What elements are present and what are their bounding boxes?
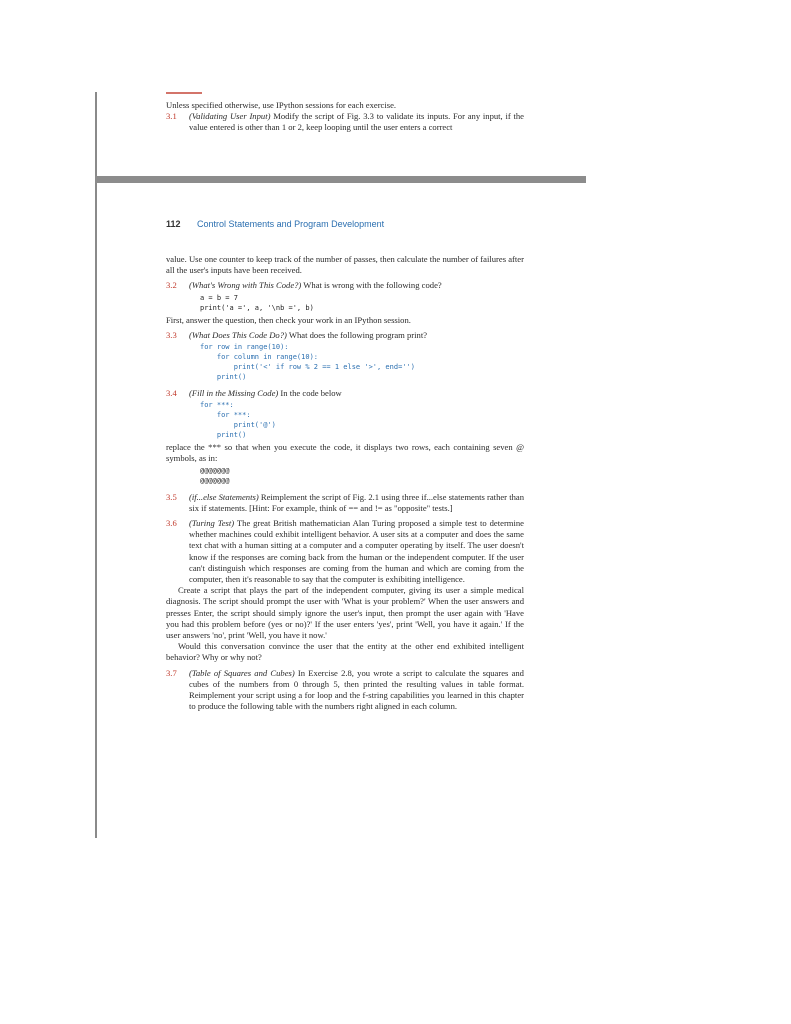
code-line: for ***:: [200, 401, 234, 410]
intro-text: Unless specified otherwise, use IPython sessions for each exercise.: [166, 100, 397, 110]
exercise-3-1: [166, 111, 524, 133]
exercise-number: 3.6: [166, 518, 177, 529]
code-block: [200, 342, 524, 382]
paragraph: Create a script that plays the part of the independent computer, giving its user a simple medical diagnosis. The script should prompt the user with 'What is your problem?' When the user answers and presses Enter, the script should simply ignore the user's input, then prompt the user again with 'Have you had this problem before (yes or no)?' If the user enters 'yes', print 'Well, you have it again.' If the user answers 'no', print 'Well, you have it now.': [166, 585, 524, 641]
code-block: [200, 293, 524, 313]
exercise-3-4: [166, 388, 524, 399]
exercise-3-5: [166, 492, 524, 514]
code-line: for row in range(10):: [200, 343, 289, 352]
exercise-title: (What Does This Code Do?): [189, 329, 287, 340]
exercise-number: 3.5: [166, 491, 177, 502]
code-line: print(): [200, 373, 247, 382]
exercise-title: (Validating User Input): [189, 111, 271, 122]
cropped-heading-fragment: [166, 92, 202, 94]
page-number: 112: [166, 219, 181, 229]
exercise-text: Modify the script of Fig. 3.3 to validate its inputs. For any input, if the value entered is other than 1 or 2, keep looping until the user enters a correct: [189, 111, 524, 133]
output-line: @@@@@@@: [200, 476, 230, 485]
chapter-title: Control Statements and Program Development: [197, 219, 385, 229]
exercise-title: (Table of Squares and Cubes): [189, 667, 295, 678]
paragraph: First, answer the question, then check your work in an IPython session.: [166, 314, 411, 325]
exercise-3-6: [166, 518, 524, 585]
exercise-title: (Turing Test): [189, 518, 235, 529]
exercise-number: 3.1: [166, 111, 177, 122]
exercise-title: (Fill in the Missing Code): [189, 388, 279, 399]
exercise-text: Reimplement the script of Fig. 2.1 using three if...else statements rather than six if statements. [Hint: For example, think of == and != as "opposite" tests.]: [189, 491, 524, 513]
left-margin-rule-bottom: [95, 183, 97, 838]
exercise-text: The great British mathematician Alan Turing proposed a simple test to determine whether machines could exhibit intelligent behavior. A user sits at a computer and does the same text chat with a human sitting at a computer and a computer operating by itself. The user doesn't know if the responses are coming back from the human or the independent computer. If the user can't distinguish which responses are coming from the human and which are coming from the computer, then it's reasonable to say that the computer is exhibiting intelligence.: [189, 518, 524, 585]
exercise-number: 3.2: [166, 280, 177, 291]
exercise-number: 3.7: [166, 667, 177, 678]
exercise-title: (What's Wrong with This Code?): [189, 280, 302, 291]
code-line: a = b = 7: [200, 293, 238, 302]
exercise-3-7: [166, 668, 524, 713]
paragraph: replace the *** so that when you execute the code, it displays two rows, each containing seven @ symbols, as in:: [166, 442, 524, 464]
exercise-text: What does the following program print?: [286, 329, 428, 340]
output-block: [200, 466, 524, 486]
paragraph: Would this conversation convince the user that the entity at the other end exhibited intelligent behavior? Why or why not?: [166, 641, 524, 663]
exercise-3-3: [166, 330, 524, 341]
exercise-text: In the code below: [278, 388, 342, 399]
running-header: [166, 219, 384, 229]
exercise-number: 3.3: [166, 329, 177, 340]
page-body: [166, 254, 524, 712]
exercise-number: 3.4: [166, 388, 177, 399]
exercise-3-2: [166, 280, 524, 291]
exercise-text: In Exercise 2.8, you wrote a script to calculate the squares and cubes of the numbers from 0 through 5, then printed the resulting values in table format. Reimplement your script using a for loop and the f-string capabilities you learned in this chapter to produce the following table with the numbers right aligned in each column.: [189, 667, 524, 712]
code-line: for ***:: [200, 411, 251, 420]
page-break-band: [95, 176, 586, 183]
code-line: print(): [200, 431, 247, 440]
code-line: for column in range(10):: [200, 353, 319, 362]
code-line: print('@'): [200, 421, 276, 430]
left-margin-rule-top: [95, 92, 97, 178]
code-line: print('a =', a, '\nb =', b): [200, 303, 314, 312]
continuation-text: value. Use one counter to keep track of the number of passes, then calculate the number of failures after all the user's inputs have been received.: [166, 254, 524, 276]
code-block: [200, 400, 524, 440]
exercise-title: (if...else Statements): [189, 491, 259, 502]
top-fragment: [166, 100, 524, 134]
exercise-text: What is wrong with the following code?: [301, 280, 442, 291]
code-line: print('<' if row % 2 == 1 else '>', end=''): [200, 363, 415, 372]
output-line: @@@@@@@: [200, 466, 230, 475]
